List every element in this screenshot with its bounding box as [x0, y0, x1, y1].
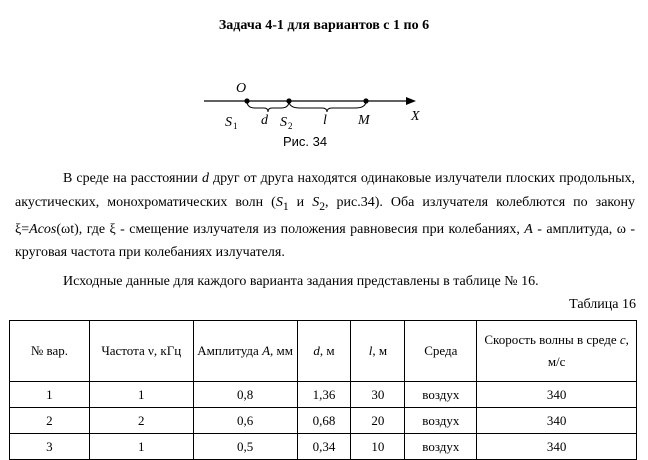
label-o: O — [236, 81, 247, 96]
para-var-d: d — [201, 171, 209, 186]
cell-length: 30 — [351, 382, 405, 408]
label-s2-sub: 2 — [288, 121, 293, 131]
para-sub-2: 2 — [319, 199, 326, 213]
cell-variant: 3 — [10, 434, 90, 460]
para-text: и — [288, 194, 313, 210]
cell-speed: 340 — [477, 408, 637, 434]
x-axis-arrowhead — [406, 97, 416, 105]
para-text: , рис.34). Оба излучателя колеблются по закону ξ= — [15, 194, 635, 237]
header-speed: Скорость волны в среде c, м/с — [477, 321, 637, 382]
cell-frequency: 2 — [89, 408, 193, 434]
label-s1-sub: 1 — [233, 121, 238, 131]
table-row — [10, 408, 637, 434]
problem-paragraph — [15, 167, 635, 265]
header-length: l, м — [351, 321, 405, 382]
label-x: X — [411, 109, 420, 124]
figure-caption: Рис. 34 — [282, 134, 328, 149]
cell-frequency: 1 — [89, 382, 193, 408]
cell-medium: воздух — [405, 408, 477, 434]
cell-speed: 340 — [477, 382, 637, 408]
cell-length: 10 — [351, 434, 405, 460]
label-m: M — [358, 113, 370, 128]
cell-distance: 1,36 — [297, 382, 351, 408]
header-amplitude: Амплитуда A, мм — [193, 321, 297, 382]
table-row — [10, 434, 637, 460]
brace-d — [247, 101, 289, 112]
para-var-s1: S — [275, 194, 283, 210]
para-var-a: A — [524, 221, 533, 237]
para-var-acos: Acos — [29, 221, 57, 237]
para-text: друг от друга находятся одинаковые излучатели плоских продольных, акустических, монохроматических волн ( — [15, 171, 635, 210]
data-intro-paragraph: Исходные данные для каждого варианта задания представлены в таблице № 16. — [63, 274, 539, 289]
cell-frequency: 1 — [89, 434, 193, 460]
cell-distance: 0,34 — [297, 434, 351, 460]
label-s2: S — [280, 115, 287, 130]
header-distance: d, м — [297, 321, 351, 382]
task-title: Задача 4-1 для вариантов с 1 по 6 — [218, 18, 430, 33]
label-d: d — [261, 113, 268, 128]
cell-amplitude: 0,5 — [193, 434, 297, 460]
cell-medium: воздух — [405, 434, 477, 460]
cell-speed: 340 — [477, 434, 637, 460]
table-header-row — [10, 321, 637, 382]
header-frequency: Частота ν, кГц — [89, 321, 193, 382]
cell-variant: 2 — [10, 408, 90, 434]
cell-variant: 1 — [10, 382, 90, 408]
table-caption: Таблица 16 — [569, 297, 636, 312]
para-text: - амплитуда, ω - круговая частота при колебаниях излучателя. — [15, 221, 635, 261]
data-table — [9, 320, 637, 460]
header-medium: Среда — [405, 321, 477, 382]
label-s1: S — [225, 115, 232, 130]
para-var-s2: S — [312, 194, 320, 210]
para-text: (ωt), где ξ - смещение излучателя из положения равновесия при колебаниях, — [56, 221, 525, 237]
cell-medium: воздух — [405, 382, 477, 408]
brace-l — [289, 101, 366, 112]
header-variant: № вар. — [10, 321, 90, 382]
cell-distance: 0,68 — [297, 408, 351, 434]
table-row — [10, 382, 637, 408]
para-text: В среде на расстоянии — [63, 171, 202, 186]
cell-amplitude: 0,6 — [193, 408, 297, 434]
label-l: l — [323, 113, 327, 128]
cell-length: 20 — [351, 408, 405, 434]
para-sub-1: 1 — [282, 199, 289, 213]
cell-amplitude: 0,8 — [193, 382, 297, 408]
